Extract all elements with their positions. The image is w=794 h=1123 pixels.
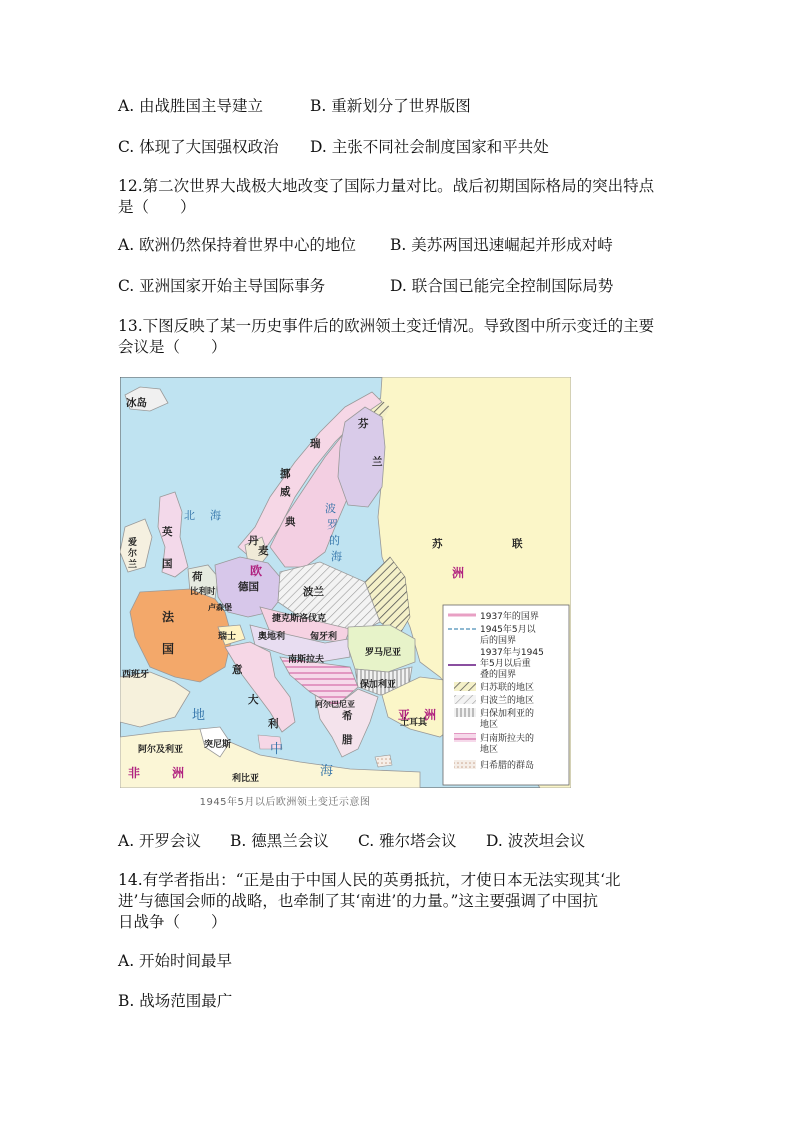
map-label-ireland-2: 尔 — [128, 549, 138, 559]
map-label-italy-3: 利 — [268, 718, 279, 730]
map-label-turkey: 土耳其 — [400, 718, 428, 728]
legend-overlap-c: 叠的国界 — [480, 670, 517, 680]
legend-overlap-b: 年5月以后重 — [480, 659, 531, 669]
q14-option-a: A. 开始时间最早 — [118, 952, 233, 970]
map-label-denmark-2: 麦 — [258, 545, 269, 557]
map-label-greece-1: 希 — [342, 710, 353, 722]
map-label-romania: 罗马尼亚 — [365, 648, 402, 658]
legend-1937: 1937年的国界 — [480, 612, 539, 622]
map-label-ireland-1: 爱 — [128, 538, 138, 548]
map-label-libya: 利比亚 — [232, 774, 260, 784]
map-label-north-sea-2: 海 — [210, 509, 221, 522]
map-label-africa-2: 洲 — [172, 766, 185, 780]
q13-stem-line2: 会议是（ ） — [118, 338, 227, 356]
map-label-italy-1: 意 — [232, 664, 243, 676]
legend-1945-b: 后的国界 — [480, 636, 517, 646]
legend-swatch-bulgaria — [454, 708, 476, 717]
map-label-finland-1: 芬 — [358, 418, 369, 430]
map-label-britain-2: 国 — [162, 558, 173, 570]
q14-stem-line1: 14.有学者指出：“正是由于中国人民的英勇抵抗，才使日本无法实现其‘北 — [118, 871, 621, 889]
map-label-iceland: 冰岛 — [126, 397, 147, 409]
map-label-med-2: 中 — [270, 742, 284, 757]
map-label-greece-2: 腊 — [342, 734, 353, 746]
map-label-asia-2: 洲 — [424, 708, 437, 722]
legend-1945-a: 1945年5月以 — [480, 625, 536, 635]
map-label-france-2: 国 — [162, 642, 175, 656]
q11-option-b: B. 重新划分了世界版图 — [310, 97, 471, 115]
map-label-baltic-3: 的 — [329, 534, 340, 547]
map-label-hungary: 匈牙利 — [310, 632, 338, 642]
q14-stem-line2: 进’与德国会师的战略，也牵制了其‘南进’的力量。”这主要强调了中国抗 — [118, 892, 598, 910]
q13-option-a: A. 开罗会议 — [118, 832, 202, 850]
map-label-med-1: 地 — [192, 708, 206, 723]
q12-stem-line1: 12.第二次世界大战极大地改变了国际力量对比。战后初期国际格局的突出特点 — [118, 177, 655, 195]
q11-option-a: A. 由战胜国主导建立 — [118, 97, 264, 115]
map-label-ireland-3: 兰 — [128, 560, 138, 570]
map-label-norway-1: 挪 — [280, 468, 291, 480]
q13-option-b: B. 德黑兰会议 — [230, 832, 329, 850]
map-label-europe-2: 洲 — [452, 566, 465, 580]
q12-option-d: D. 联合国已能完全控制国际局势 — [390, 277, 614, 295]
map-label-italy-2: 大 — [248, 694, 259, 706]
map-label-europe-1: 欧 — [250, 564, 263, 578]
map-label-ussr-1: 苏 — [432, 538, 443, 550]
legend-swatch-poland — [454, 695, 476, 704]
map-label-finland-2: 兰 — [372, 456, 383, 468]
legend-bulgaria-b: 地区 — [480, 720, 499, 730]
map-label-africa-1: 非 — [128, 766, 141, 780]
map-label-med-3: 海 — [320, 764, 334, 779]
legend-yugoslavia-b: 地区 — [480, 745, 499, 755]
map-label-north-sea-1: 北 — [184, 509, 195, 522]
map-label-belgium: 比利时 — [190, 587, 216, 597]
q13-stem-line1: 13.下图反映了某一历史事件后的欧洲领土变迁情况。导致图中所示变迁的主要 — [118, 317, 655, 335]
map-label-asia-1: 亚 — [398, 708, 411, 722]
map-label-france-1: 法 — [162, 610, 175, 624]
q13-option-c: C. 雅尔塔会议 — [358, 832, 457, 850]
q12-option-c: C. 亚洲国家开始主导国际事务 — [118, 277, 326, 295]
legend-greece: 归希腊的群岛 — [480, 761, 535, 771]
map-label-denmark-1: 丹 — [248, 535, 259, 547]
legend-poland: 归波兰的地区 — [480, 696, 535, 706]
q11-option-c: C. 体现了大国强权政治 — [118, 138, 279, 156]
map-label-norway-2: 威 — [280, 486, 291, 498]
map-label-bulgaria: 保加利亚 — [360, 680, 397, 690]
legend-ussr: 归苏联的地区 — [480, 683, 535, 693]
map-label-sweden-2: 典 — [285, 516, 296, 528]
map-label-yugoslavia: 南斯拉夫 — [288, 655, 325, 665]
map-label-baltic-2: 罗 — [327, 518, 338, 531]
q14-option-b: B. 战场范围最广 — [118, 992, 233, 1010]
q12-stem-line2: 是（ ） — [118, 198, 196, 216]
map-label-algeria: 阿尔及利亚 — [138, 745, 184, 755]
q12-option-b: B. 美苏两国迅速崛起并形成对峙 — [390, 236, 613, 254]
map-label-spain: 西班牙 — [122, 670, 150, 680]
legend-overlap-a: 1937年与1945 — [480, 648, 544, 658]
map-label-luxembourg: 卢森堡 — [208, 603, 232, 612]
legend-yugoslavia-a: 归南斯拉夫的 — [480, 734, 535, 744]
map-label-ussr-2: 联 — [512, 538, 523, 550]
map-label-albania: 阿尔巴尼亚 — [315, 700, 355, 709]
map-label-poland: 波兰 — [303, 586, 324, 598]
map-label-sweden-1: 瑞 — [310, 438, 321, 450]
map-label-austria: 奥地利 — [258, 632, 286, 642]
map-label-baltic-1: 波 — [325, 502, 336, 515]
map-label-tunisia: 突尼斯 — [204, 740, 232, 750]
q11-option-d: D. 主张不同社会制度国家和平共处 — [310, 138, 549, 156]
legend-swatch-ussr — [454, 682, 476, 691]
map-label-switzerland: 瑞士 — [218, 632, 237, 642]
legend-swatch-greece — [454, 760, 476, 769]
europe-map — [120, 377, 571, 788]
map-label-britain-1: 英 — [162, 526, 173, 538]
map-legend — [443, 605, 569, 785]
map-label-germany: 德国 — [238, 581, 259, 593]
map-label-baltic-4: 海 — [331, 550, 342, 563]
q13-option-d: D. 波茨坦会议 — [486, 832, 586, 850]
legend-bulgaria-a: 归保加利亚的 — [480, 709, 535, 719]
map-label-netherlands: 荷 — [192, 571, 203, 583]
q12-option-a: A. 欧洲仍然保持着世界中心的地位 — [118, 236, 357, 254]
map-label-czechoslovakia: 捷克斯洛伐克 — [272, 614, 327, 624]
map-caption: 1945年5月以后欧洲领土变迁示意图 — [199, 797, 371, 808]
legend-swatch-yugoslavia — [454, 733, 476, 742]
q14-stem-line3: 日战争（ ） — [118, 913, 227, 931]
